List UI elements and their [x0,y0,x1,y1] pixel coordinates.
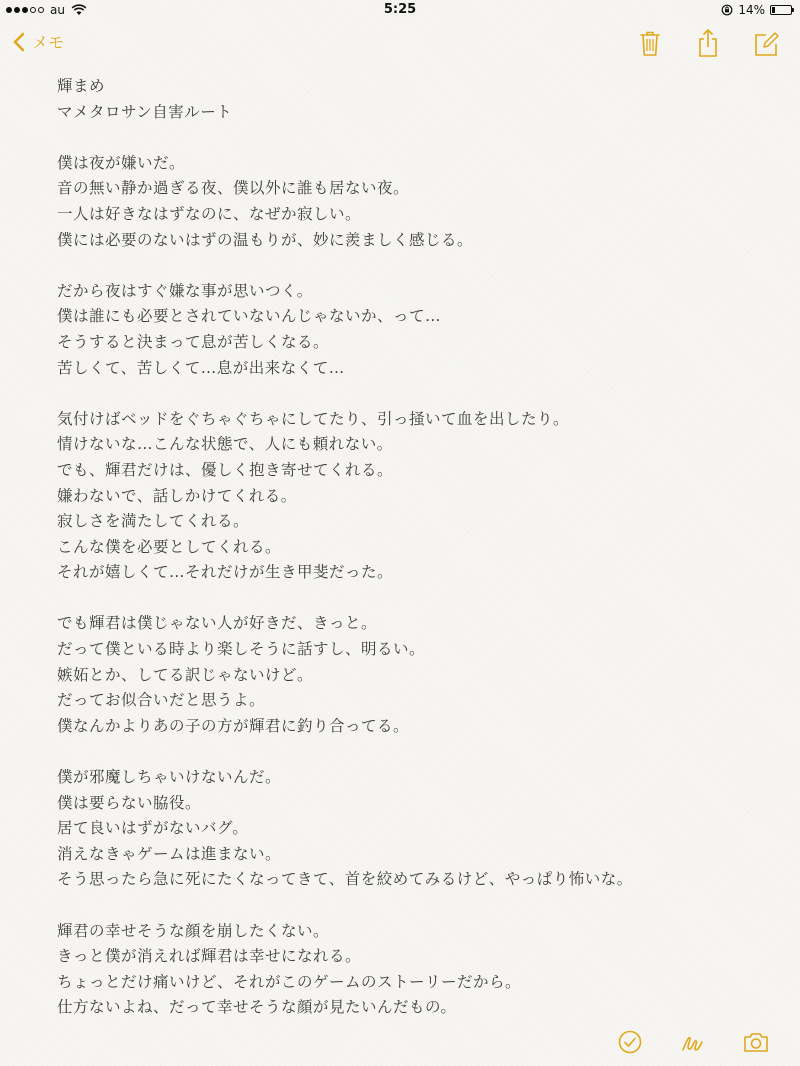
note-line: でも輝君は僕じゃない人が好きだ、きっと。 [57,614,378,633]
chevron-left-icon [12,31,26,53]
status-time: 5:25 [383,2,417,17]
note-line: そう思ったら急に死にたくなってきて、首を絞めてみるけど、やっぱり怖いな。 [57,870,633,889]
note-line: 僕は夜が嫌いだ。 [57,153,186,172]
carrier-label: au [50,3,65,17]
note-line: 輝君の幸せそうな顔を崩したくない。 [57,921,330,940]
camera-icon[interactable] [740,1028,772,1056]
nav-actions [636,28,780,58]
battery-fill [772,7,775,13]
note-line: それが嬉しくて…それだけが生き甲斐だった。 [57,563,394,582]
note-line: 寂しさを満たしてくれる。 [57,512,250,531]
compose-icon[interactable] [752,28,780,58]
note-line: 気付けばベッドをぐちゃぐちゃにしてたり、引っ掻いて血を出したり。 [57,409,570,428]
note-blank-line [57,739,777,765]
status-right [721,3,792,17]
battery-icon [770,5,792,15]
note-line: 輝まめ [57,77,106,95]
note-line: こんな僕を必要としてくれる。 [57,537,282,556]
rotation-lock-icon [721,4,733,16]
note-blank-line [57,586,777,612]
note-line: マメタロサン自害ルート [57,102,233,121]
note-line: でも、輝君だけは、優しく抱き寄せてくれる。 [57,460,394,479]
note-line: 居て良いはずがないバグ。 [57,819,249,838]
note-line: 僕なんかよりあの子の方が輝君に釣り合ってる。 [57,716,410,735]
bottom-toolbar [616,1028,772,1056]
note-line: 一人は好きなはずなのに、なぜか寂しい。 [57,204,362,223]
note-line: 音の無い静か過ぎる夜、僕以外に誰も居ない夜。 [57,179,410,198]
note-blank-line [57,381,777,407]
note-line: 苦しくて、苦しくて…息が出来なくて… [57,358,345,377]
checklist-icon[interactable] [616,1028,644,1056]
share-icon[interactable] [694,28,722,58]
note-line: 僕が邪魔しちゃいけないんだ。 [57,768,282,787]
note-blank-line [57,125,777,151]
note-line: だってお似合いだと思うよ。 [57,691,266,710]
note-line: 情けないな…こんな状態で、人にも頼れない。 [57,435,393,454]
nav-bar [0,22,800,66]
note-blank-line [57,893,777,919]
note-line: だって僕といる時より楽しそうに話すし、明るい。 [57,640,426,659]
back-button[interactable] [12,30,64,53]
back-label: メモ [32,33,65,52]
trash-icon[interactable] [636,28,664,58]
note-line: 消えなきゃゲームは進まない。 [57,844,282,863]
note-line: 嫉妬とか、してる訳じゃないけど。 [57,665,314,684]
note-line: きっと僕が消えれば輝君は幸せになれる。 [57,947,362,966]
status-bar [0,0,800,22]
note-line: ちょっとだけ痛いけど、それがこのゲームのストーリーだから。 [57,972,522,991]
note-line: 嫌わないで、話しかけてくれる。 [57,486,297,505]
note-body[interactable] [57,74,777,1021]
note-line: 僕には必要のないはずの温もりが、妙に羨ましく感じる。 [57,230,474,249]
sketch-icon[interactable] [678,1028,706,1056]
note-line: そうすると決まって息が苦しくなる。 [57,332,330,351]
note-line: 仕方ないよね、だって幸せそうな顔が見たいんだもの。 [57,998,457,1017]
note-line: だから夜はすぐ嫌な事が思いつく。 [57,281,313,300]
note-line: 僕は要らない脇役。 [57,793,202,812]
battery-percent: 14% [738,3,765,17]
note-line: 僕は誰にも必要とされていないんじゃないか、って… [57,307,442,326]
note-blank-line [57,253,777,279]
